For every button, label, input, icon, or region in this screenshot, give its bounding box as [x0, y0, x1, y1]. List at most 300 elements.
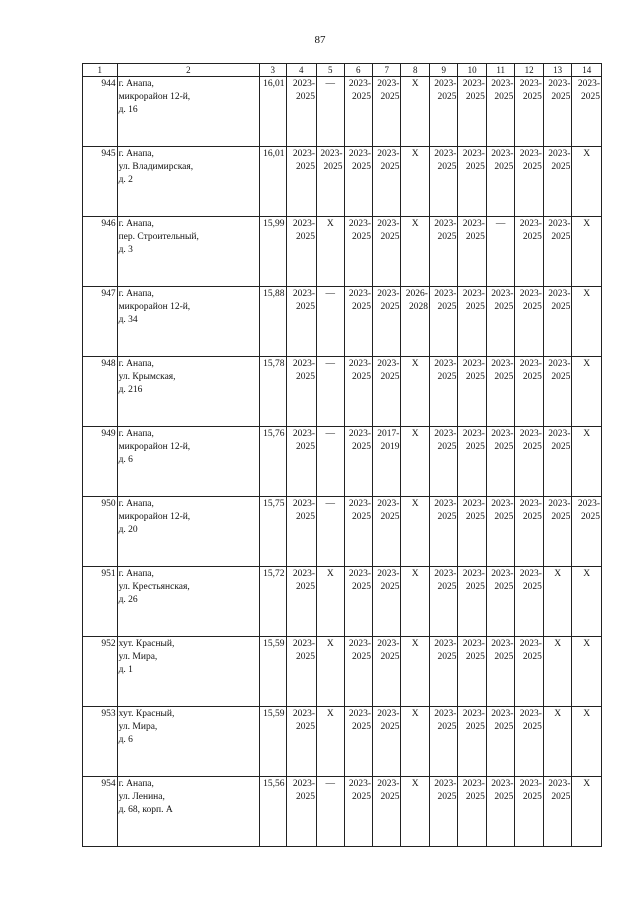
cell-line: 2023- — [491, 149, 514, 160]
value-cell: 15,59 — [260, 707, 286, 777]
cell-line: 2025 — [522, 651, 542, 662]
cell-line: 2025 — [465, 721, 485, 732]
cell-line: 2023- — [577, 79, 600, 90]
cell-line: 2023- — [548, 149, 571, 160]
cell-line: 2025 — [465, 371, 485, 382]
address-line: д. 1 — [118, 664, 133, 675]
cell-line: 2025 — [551, 371, 571, 382]
period-cell — [344, 77, 372, 147]
period-cell — [286, 217, 317, 287]
cell-line: 2025 — [296, 231, 316, 242]
mark-cell — [572, 427, 602, 497]
period-cell — [458, 357, 486, 427]
cell-line: 2023- — [462, 79, 485, 90]
row-number: 944 — [83, 77, 118, 147]
mark-cell — [317, 287, 344, 357]
period-cell — [429, 707, 457, 777]
cell-line: 2023- — [548, 219, 571, 230]
cell-line: 2023- — [377, 359, 400, 370]
cell-line: 2023- — [462, 219, 485, 230]
cell-line: 2023- — [519, 359, 542, 370]
period-cell — [286, 427, 317, 497]
column-header: 3 — [260, 64, 286, 77]
cell-line: 2023- — [434, 709, 457, 720]
page-number: 87 — [314, 34, 326, 46]
column-header: 13 — [543, 64, 571, 77]
address-cell — [117, 777, 259, 847]
period-cell — [344, 147, 372, 217]
cell-line: 2023- — [434, 289, 457, 300]
mark-cell — [401, 777, 429, 847]
cell-line: 2025 — [351, 791, 371, 802]
period-cell — [344, 777, 372, 847]
cell-line: 2025 — [522, 791, 542, 802]
cell-line: 2025 — [437, 791, 457, 802]
column-header: 9 — [429, 64, 457, 77]
value-cell: 16,01 — [260, 77, 286, 147]
address-line: д. 2 — [118, 174, 133, 185]
cell-line: X — [326, 219, 334, 230]
cell-line: 2023- — [377, 499, 400, 510]
row-number: 948 — [83, 357, 118, 427]
cell-line: 2025 — [494, 91, 514, 102]
period-cell — [543, 287, 571, 357]
cell-line: 2025 — [351, 581, 371, 592]
cell-line: 2025 — [437, 231, 457, 242]
mark-cell — [486, 217, 514, 287]
period-cell — [429, 497, 457, 567]
cell-line: 2023- — [348, 709, 371, 720]
mark-cell — [572, 147, 602, 217]
row-number: 950 — [83, 497, 118, 567]
cell-line: 2023- — [377, 709, 400, 720]
address-line: пер. Строительный, — [118, 231, 199, 242]
cell-line: 2023- — [519, 79, 542, 90]
period-cell — [286, 77, 317, 147]
period-cell — [401, 287, 429, 357]
cell-line: 2023- — [434, 429, 457, 440]
mark-cell — [317, 427, 344, 497]
column-header: 6 — [344, 64, 372, 77]
value-cell: 15,59 — [260, 637, 286, 707]
cell-line: 2025 — [437, 161, 457, 172]
cell-line: X — [411, 709, 419, 720]
table-row — [83, 497, 602, 567]
cell-line: 2025 — [380, 301, 400, 312]
cell-line: 2023- — [519, 709, 542, 720]
table-row — [83, 707, 602, 777]
period-cell — [344, 567, 372, 637]
period-cell — [543, 217, 571, 287]
cell-line: — — [495, 219, 506, 230]
period-cell — [458, 427, 486, 497]
mark-cell — [401, 567, 429, 637]
cell-line: 2023- — [519, 219, 542, 230]
cell-line: X — [411, 219, 419, 230]
cell-line: 2025 — [437, 301, 457, 312]
address-cell — [117, 77, 259, 147]
cell-line: 2023- — [434, 569, 457, 580]
address-line: д. 34 — [118, 314, 138, 325]
cell-line: X — [583, 779, 591, 790]
cell-line: 2025 — [380, 791, 400, 802]
mark-cell — [401, 147, 429, 217]
cell-line: 2023- — [434, 779, 457, 790]
period-cell — [286, 287, 317, 357]
address-line: г. Анапа, — [118, 219, 154, 230]
cell-line: 2025 — [437, 511, 457, 522]
cell-line: 2023- — [491, 709, 514, 720]
mark-cell — [317, 637, 344, 707]
cell-line: 2023- — [491, 569, 514, 580]
cell-line: 2025 — [296, 511, 316, 522]
cell-line: X — [411, 569, 419, 580]
cell-line: 2023- — [377, 79, 400, 90]
cell-line: 2023- — [491, 639, 514, 650]
cell-line: 2023- — [377, 219, 400, 230]
table-row — [83, 777, 602, 847]
cell-line: 2023- — [434, 639, 457, 650]
row-number: 953 — [83, 707, 118, 777]
mark-cell — [317, 497, 344, 567]
period-cell — [372, 637, 400, 707]
period-cell — [372, 567, 400, 637]
value-cell: 16,01 — [260, 147, 286, 217]
address-line: ул. Мира, — [118, 721, 158, 732]
cell-line: 2019 — [380, 441, 400, 452]
period-cell — [458, 637, 486, 707]
cell-line: 2023- — [491, 499, 514, 510]
cell-line: X — [583, 219, 591, 230]
period-cell — [543, 427, 571, 497]
address-line: г. Анапа, — [118, 429, 154, 440]
cell-line: 2025 — [351, 301, 371, 312]
cell-line: 2025 — [380, 231, 400, 242]
cell-line: 2025 — [522, 371, 542, 382]
cell-line: 2025 — [380, 511, 400, 522]
period-cell — [429, 567, 457, 637]
cell-line: X — [583, 639, 591, 650]
cell-line: 2023- — [548, 499, 571, 510]
cell-line: 2023- — [519, 779, 542, 790]
cell-line: — — [325, 289, 336, 300]
period-cell — [458, 287, 486, 357]
cell-line: 2023- — [377, 779, 400, 790]
period-cell — [317, 147, 344, 217]
address-cell — [117, 637, 259, 707]
cell-line: 2025 — [437, 721, 457, 732]
cell-line: X — [326, 709, 334, 720]
cell-line: 2025 — [296, 301, 316, 312]
value-cell: 15,75 — [260, 497, 286, 567]
cell-line: 2025 — [380, 721, 400, 732]
cell-line: X — [583, 289, 591, 300]
cell-line: 2023- — [519, 149, 542, 160]
column-header: 7 — [372, 64, 400, 77]
cell-line: 2025 — [581, 91, 600, 102]
cell-line: 2023- — [348, 779, 371, 790]
table-row — [83, 567, 602, 637]
address-line: д. 26 — [118, 594, 138, 605]
cell-line: 2025 — [380, 371, 400, 382]
cell-line: 2023- — [519, 639, 542, 650]
cell-line: 2025 — [323, 161, 343, 172]
cell-line: 2023- — [462, 359, 485, 370]
row-number: 949 — [83, 427, 118, 497]
cell-line: 2023- — [292, 79, 316, 90]
cell-line: 2023- — [292, 149, 316, 160]
cell-line: 2023- — [320, 149, 343, 160]
address-line: микрорайон 12-й, — [118, 91, 191, 102]
period-cell — [515, 357, 543, 427]
cell-line: 2023- — [348, 569, 371, 580]
cell-line: 2023- — [491, 429, 514, 440]
mark-cell — [317, 567, 344, 637]
cell-line: X — [411, 429, 419, 440]
mark-cell — [401, 427, 429, 497]
cell-line: 2023- — [491, 779, 514, 790]
cell-line: 2025 — [351, 511, 371, 522]
cell-line: 2025 — [437, 581, 457, 592]
period-cell — [515, 427, 543, 497]
period-cell — [344, 427, 372, 497]
cell-line: 2023- — [348, 79, 371, 90]
period-cell — [515, 707, 543, 777]
value-cell: 15,72 — [260, 567, 286, 637]
period-cell — [543, 147, 571, 217]
cell-line: 2025 — [494, 441, 514, 452]
period-cell — [372, 217, 400, 287]
period-cell — [486, 777, 514, 847]
mark-cell — [401, 77, 429, 147]
cell-line: X — [411, 779, 419, 790]
period-cell — [344, 637, 372, 707]
address-line: ул. Владимирская, — [118, 161, 194, 172]
cell-line: X — [554, 569, 562, 580]
period-cell — [344, 497, 372, 567]
cell-line: 2025 — [522, 161, 542, 172]
period-cell — [429, 777, 457, 847]
table-row — [83, 357, 602, 427]
period-cell — [429, 287, 457, 357]
cell-line: 2025 — [296, 651, 316, 662]
period-cell — [372, 497, 400, 567]
cell-line: 2025 — [551, 231, 571, 242]
cell-line: X — [411, 639, 419, 650]
row-number: 952 — [83, 637, 118, 707]
value-cell: 15,56 — [260, 777, 286, 847]
period-cell — [429, 217, 457, 287]
mark-cell — [572, 287, 602, 357]
cell-line: 2023- — [548, 289, 571, 300]
mark-cell — [317, 217, 344, 287]
address-line: д. 6 — [118, 454, 133, 465]
cell-line: — — [325, 429, 336, 440]
cell-line: — — [325, 499, 336, 510]
cell-line: 2023- — [462, 499, 485, 510]
row-number: 947 — [83, 287, 118, 357]
address-line: г. Анапа, — [118, 359, 154, 370]
period-cell — [486, 567, 514, 637]
cell-line: 2025 — [351, 721, 371, 732]
cell-line: 2023- — [491, 289, 514, 300]
period-cell — [458, 217, 486, 287]
period-cell — [458, 497, 486, 567]
period-cell — [486, 427, 514, 497]
address-line: д. 16 — [118, 104, 138, 115]
period-cell — [458, 77, 486, 147]
cell-line: 2025 — [465, 91, 485, 102]
value-cell: 15,76 — [260, 427, 286, 497]
cell-line: 2025 — [380, 581, 400, 592]
column-header: 8 — [401, 64, 429, 77]
cell-line: 2023- — [462, 569, 485, 580]
address-line: г. Анапа, — [118, 569, 154, 580]
cell-line: 2025 — [522, 301, 542, 312]
mark-cell — [401, 707, 429, 777]
cell-line: 2025 — [522, 91, 542, 102]
cell-line: 2025 — [296, 161, 316, 172]
cell-line: 2023- — [348, 639, 371, 650]
cell-line: 2025 — [465, 791, 485, 802]
cell-line: 2023- — [519, 289, 542, 300]
cell-line: X — [554, 639, 562, 650]
cell-line: 2025 — [551, 511, 571, 522]
address-line: хут. Красный, — [118, 639, 175, 650]
cell-line: 2025 — [296, 721, 316, 732]
period-cell — [286, 637, 317, 707]
cell-line: — — [325, 779, 336, 790]
cell-line: 2023- — [292, 779, 316, 790]
cell-line: 2023- — [348, 149, 371, 160]
period-cell — [286, 497, 317, 567]
period-cell — [486, 497, 514, 567]
period-cell — [344, 287, 372, 357]
period-cell — [543, 357, 571, 427]
period-cell — [515, 217, 543, 287]
mark-cell — [572, 637, 602, 707]
cell-line: 2025 — [551, 791, 571, 802]
column-header: 12 — [515, 64, 543, 77]
cell-line: 2025 — [494, 581, 514, 592]
period-cell — [458, 147, 486, 217]
cell-line: 2025 — [551, 441, 571, 452]
cell-line: 2023- — [292, 429, 316, 440]
mark-cell — [543, 567, 571, 637]
period-cell — [572, 77, 602, 147]
period-cell — [486, 147, 514, 217]
address-line: микрорайон 12-й, — [118, 511, 191, 522]
address-line: ул. Ленина, — [118, 791, 165, 802]
period-cell — [572, 497, 602, 567]
period-cell — [429, 637, 457, 707]
period-cell — [429, 427, 457, 497]
period-cell — [486, 707, 514, 777]
period-cell — [486, 77, 514, 147]
cell-line: 2023- — [462, 289, 485, 300]
cell-line: 2025 — [494, 721, 514, 732]
column-header: 14 — [572, 64, 602, 77]
address-line: ул. Крестьянская, — [118, 581, 190, 592]
cell-line: 2023- — [491, 79, 514, 90]
cell-line: 2025 — [437, 91, 457, 102]
cell-line: 2023- — [292, 499, 316, 510]
cell-line: 2025 — [465, 581, 485, 592]
column-header: 4 — [286, 64, 317, 77]
cell-line: 2023- — [348, 429, 371, 440]
period-cell — [429, 77, 457, 147]
cell-line: 2023- — [292, 359, 316, 370]
cell-line: 2025 — [581, 511, 600, 522]
column-header: 10 — [458, 64, 486, 77]
period-cell — [515, 637, 543, 707]
cell-line: 2025 — [551, 161, 571, 172]
cell-line: 2025 — [296, 791, 316, 802]
row-number: 945 — [83, 147, 118, 217]
cell-line: 2025 — [551, 91, 571, 102]
address-line: д. 216 — [118, 384, 143, 395]
address-line: ул. Крымская, — [118, 371, 176, 382]
period-cell — [515, 497, 543, 567]
period-cell — [372, 427, 400, 497]
cell-line: 2025 — [551, 301, 571, 312]
cell-line: 2025 — [296, 91, 316, 102]
cell-line: 2025 — [296, 441, 316, 452]
cell-line: 2025 — [494, 161, 514, 172]
period-cell — [458, 567, 486, 637]
cell-line: 2023- — [462, 639, 485, 650]
period-cell — [458, 777, 486, 847]
cell-line: 2023- — [348, 289, 371, 300]
cell-line: X — [411, 79, 419, 90]
cell-line: X — [326, 569, 334, 580]
address-line: д. 6 — [118, 734, 133, 745]
cell-line: 2023- — [548, 429, 571, 440]
cell-line: 2023- — [434, 79, 457, 90]
address-line: г. Анапа, — [118, 79, 154, 90]
period-cell — [515, 147, 543, 217]
cell-line: 2023- — [577, 499, 600, 510]
column-header: 5 — [317, 64, 344, 77]
period-cell — [344, 357, 372, 427]
address-cell — [117, 287, 259, 357]
mark-cell — [401, 637, 429, 707]
mark-cell — [317, 77, 344, 147]
cell-line: 2025 — [437, 651, 457, 662]
address-line: д. 20 — [118, 524, 138, 535]
cell-line: 2028 — [408, 301, 428, 312]
address-line: д. 3 — [118, 244, 133, 255]
mark-cell — [572, 217, 602, 287]
cell-line: 2023- — [292, 569, 316, 580]
cell-line: X — [583, 429, 591, 440]
cell-line: 2025 — [465, 651, 485, 662]
address-line: хут. Красный, — [118, 709, 175, 720]
registry-table — [82, 63, 602, 847]
cell-line: 2025 — [437, 371, 457, 382]
period-cell — [372, 707, 400, 777]
cell-line: 2025 — [522, 231, 542, 242]
address-line: г. Анапа, — [118, 779, 154, 790]
cell-line: X — [554, 709, 562, 720]
cell-line: 2025 — [494, 511, 514, 522]
cell-line: 2026- — [405, 289, 428, 300]
period-cell — [372, 777, 400, 847]
cell-line: 2023- — [491, 359, 514, 370]
cell-line: 2023- — [377, 639, 400, 650]
period-cell — [543, 497, 571, 567]
cell-line: X — [583, 709, 591, 720]
